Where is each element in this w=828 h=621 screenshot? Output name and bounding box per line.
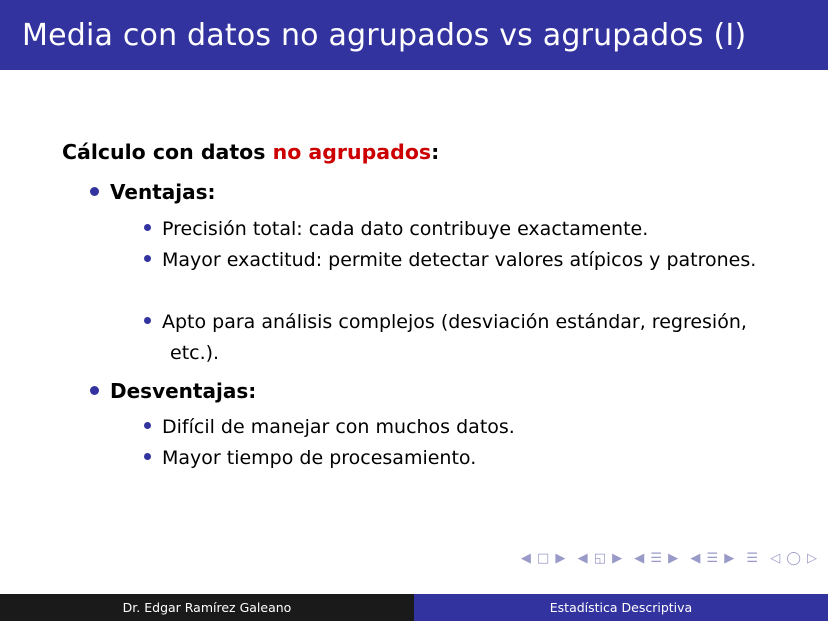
section-heading-desventajas	[90, 379, 256, 403]
lead-highlight: no agrupados	[272, 140, 432, 164]
bullet-icon	[144, 422, 151, 429]
bullet-icon	[90, 386, 99, 395]
list-item-text: Precisión total: cada dato contribuye exactamente.	[162, 218, 649, 240]
slide-content	[0, 70, 828, 590]
nav-button-prev-frame[interactable]: ◀ ☰ ▶	[634, 551, 680, 566]
slide-footer	[0, 594, 828, 621]
section-heading-label: Desventajas:	[110, 379, 257, 403]
nav-button-back-forward[interactable]: ◁ ◯ ▷	[770, 551, 818, 566]
lead-suffix: :	[431, 140, 440, 164]
nav-button-next-frame[interactable]: ◀ ☰ ▶	[690, 551, 736, 566]
list-item-text: Mayor exactitud: permite detectar valores atípicos y patrones.	[162, 249, 757, 271]
lead-prefix: Cálculo con datos	[62, 140, 273, 164]
list-item	[144, 307, 790, 369]
section-heading-ventajas	[90, 180, 216, 204]
slide-navigation-bar[interactable]	[0, 551, 828, 577]
bullet-icon	[144, 317, 151, 324]
bullet-icon	[144, 453, 151, 460]
bullet-icon	[144, 255, 151, 262]
list-item-text: Mayor tiempo de procesamiento.	[162, 447, 477, 469]
section-heading-label: Ventajas:	[110, 180, 216, 204]
footer-course: Estadística Descriptiva	[414, 594, 828, 621]
list-item-text: Apto para análisis complejos (desviación estándar, regresión, etc.).	[162, 311, 747, 364]
bullet-icon	[90, 187, 99, 196]
page-title: Media con datos no agrupados vs agrupados (I)	[22, 17, 747, 53]
list-item	[144, 245, 790, 276]
bullet-icon	[144, 224, 151, 231]
list-item	[144, 443, 790, 474]
slide-title-bar	[0, 0, 828, 70]
nav-button-prev-slide[interactable]: ◀ ◱ ▶	[577, 551, 624, 566]
footer-author: Dr. Edgar Ramírez Galeano	[0, 594, 414, 621]
nav-button-last-frame[interactable]: ☰	[746, 551, 760, 566]
list-item	[144, 412, 790, 443]
lead-statement	[62, 140, 439, 164]
list-item-text: Difícil de manejar con muchos datos.	[162, 416, 515, 438]
list-item	[144, 214, 790, 245]
nav-button-first-frame[interactable]: ◀ □ ▶	[520, 551, 567, 566]
